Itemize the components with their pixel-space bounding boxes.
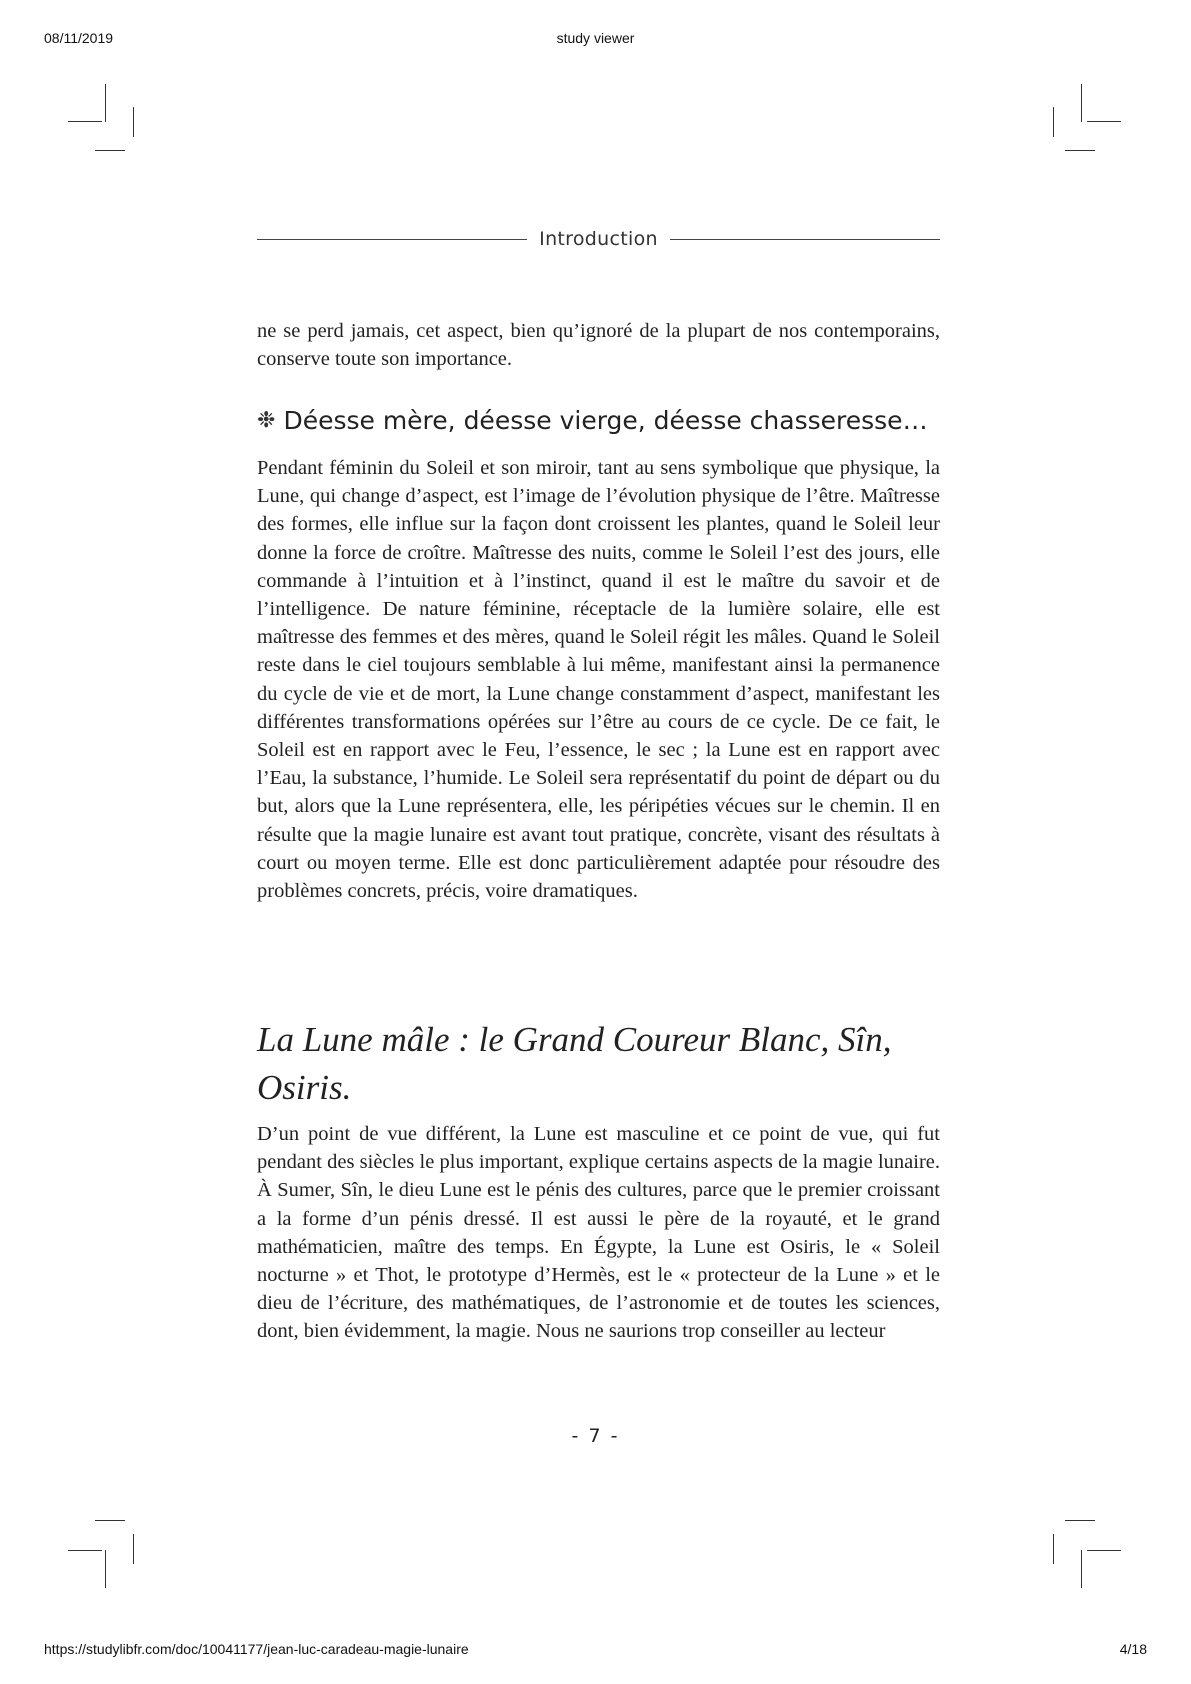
print-url: https://studylibfr.com/doc/10041177/jean-luc-caradeau-magie-lunaire [44, 1641, 469, 1657]
section-heading [257, 406, 940, 435]
section-paragraph-text: Pendant féminin du Soleil et son miroir, tant au sens symbolique que physique, la Lune, qui change d’aspect, est l’image de l’évolution physique de l’être. Maîtresse des formes, elle influe sur la façon dont croissent les plantes, quand le Soleil leur donne la force de croître. Maîtresse des nuits, comme le Soleil l’est des jours, elle commande à l’intuition et à l’instinct, quand il est le maître du savoir et de l’intelligence. De nature féminine, réceptacle de la lumière solaire, elle est maîtresse des femmes et des mères, quand le Soleil régit les mâles. Quand le Soleil reste dans le ciel toujours semblable à lui même, manifestant ainsi la permanence du cycle de vie et de mort, la Lune change constamment d’aspect, manifestant les différentes transformations opérées sur l’être au cours de ce cycle. De ce fait, le Soleil est en rapport avec le Feu, l’essence, le sec ; la Lune est en rapport avec l’Eau, la substance, l’humide. Le Soleil sera représentatif du point de départ ou du but, alors que la Lune représentera, elle, les péripéties vécues sur le chemin. Il en résulte que la magie lunaire est avant tout pratique, concrète, visant des résultats à court ou moyen terme. Elle est donc particulièrement adaptée pour résoudre des problèmes concrets, précis, voire dramatiques. [257, 457, 940, 903]
section-paragraph [257, 454, 940, 905]
fleuron-icon: ❉ [257, 408, 276, 433]
opening-paragraph-text: ne se perd jamais, cet aspect, bien qu’ignoré de la plupart de nos contemporains, conserve toute son importance. [257, 320, 940, 371]
chapter-paragraph-text: D’un point de vue différent, la Lune est masculine et ce point de vue, qui fut pendant des siècles le plus important, explique certains aspects de la magie lunaire. À Sumer, Sîn, le dieu Lune est le pénis des cultures, parce que le premier croissant a la forme d’un pénis dressé. Il est aussi le père de la royauté, et le grand mathématicien, maître des temps. En Égypte, la Lune est Osiris, le « Soleil nocturne » et Thot, le prototype d’Hermès, est le « protecteur de la Lune » et le dieu de l’écriture, des mathématiques, de l’astronomie et de toutes les sciences, dont, bien évidemment, la magie. Nous ne saurions trop conseiller au lecteur [257, 1123, 940, 1343]
running-head-rule-right [670, 239, 940, 240]
print-page-counter: 4/18 [1119, 1641, 1147, 1657]
section-heading-text: Déesse mère, déesse vierge, déesse chasseresse… [283, 406, 928, 435]
print-title: study viewer [556, 30, 635, 46]
page-number: - 7 - [571, 1425, 620, 1447]
chapter-title: La Lune mâle : le Grand Coureur Blanc, Sîn, Osiris. [257, 1020, 892, 1107]
opening-paragraph [257, 317, 940, 373]
print-date: 08/11/2019 [44, 30, 114, 46]
chapter-paragraph [257, 1120, 940, 1346]
running-head-rule-left [257, 239, 527, 240]
running-head [257, 226, 940, 252]
running-head-text: Introduction [539, 228, 658, 250]
